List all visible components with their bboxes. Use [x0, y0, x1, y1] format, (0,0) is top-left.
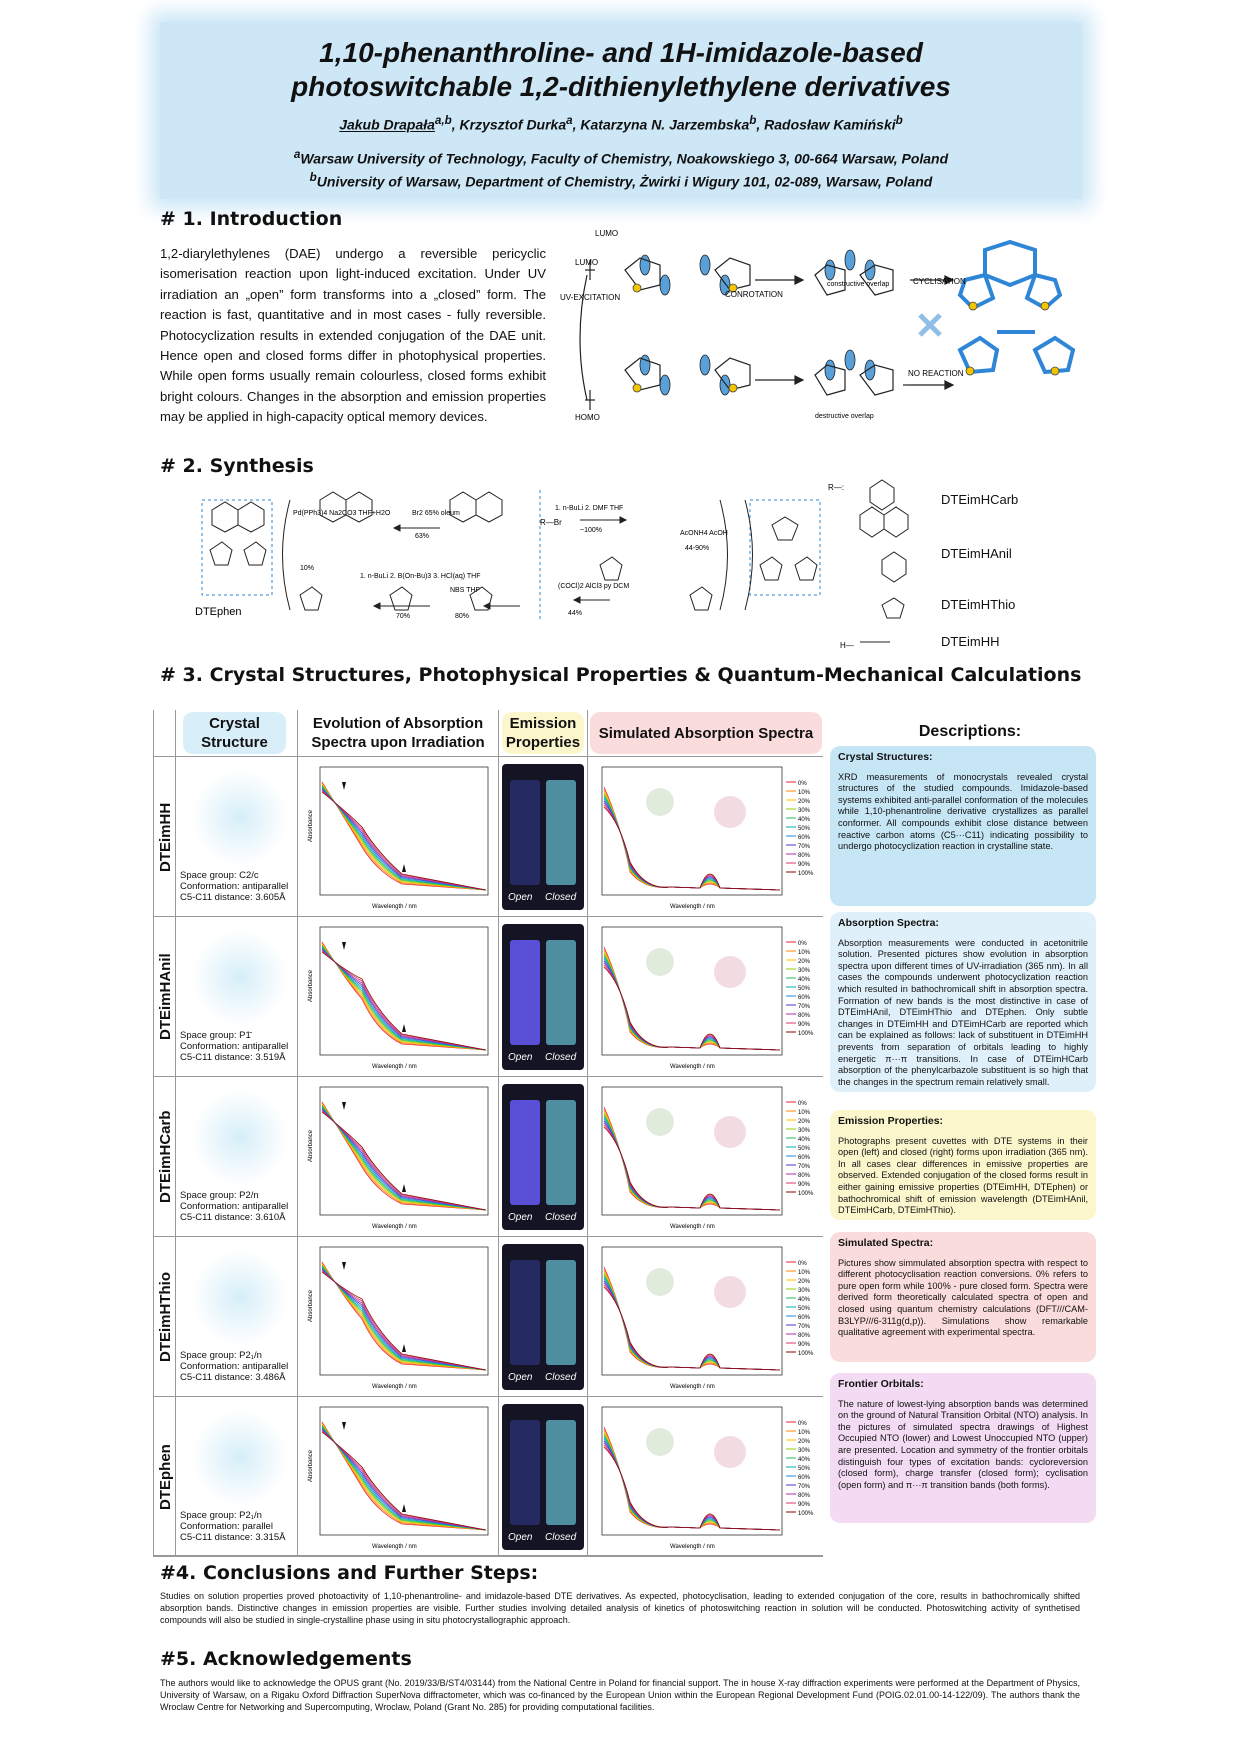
svg-text:LUMO: LUMO	[575, 258, 599, 267]
legend-entry: 60%	[798, 1475, 811, 1481]
crystal-structure-image	[190, 1090, 290, 1185]
legend-entry: 40%	[798, 1137, 811, 1143]
cuvette-open	[510, 1420, 540, 1525]
row-compound-name: DTEphen	[157, 1444, 174, 1510]
cond-bromination: Br2 65% oleum	[412, 510, 460, 517]
orbital-lobes	[640, 250, 875, 395]
open-label: Open	[508, 1212, 533, 1223]
legend-entry: 90%	[798, 1182, 811, 1188]
author-list: Jakub Drapała$^{a,b}$, Krzysztof Durka$^a$, Katarzyna N. Jarzembska$^b$, Radosław Kamiński$^b$	[339, 114, 903, 133]
legend-entry: 30%	[798, 1448, 811, 1454]
legend-entry: 30%	[798, 1288, 811, 1294]
desc-absorption: Absorption Spectra: Absorption measurements were conducted in acetonitrile solution. Presented pictures show evolution in absorption spectra upon different times of UV-irradiation (365 nm). In all cases the compounds underwent photocyclization reaction which resulted in bathochromicall shift in absorption spectra. Formation of new bands is the most distinctive in case of DTEimHAnil, DTEimHThio and DTEphen. Only subtle changes in DTEimHH and DTEimHCarb are reported which can be explained as follows: lack of substituent in DTEimHH prevents from separation of orbitals leading to highly energetic π···π transitions. In case of DTEimHCarb absorption of the phenylcarbazole substituent is so high that the changes in the spectrum remain relatively small.	[830, 912, 1096, 1092]
y-axis-label: Absorbance	[308, 969, 314, 1002]
absorption-evolution-plot	[302, 922, 492, 1072]
cond-nbs: NBS THF	[450, 587, 480, 594]
c5-c11-distance: C5-C11 distance: 3.315Å	[180, 1532, 286, 1543]
legend-entry: 10%	[798, 790, 811, 796]
conclusions-heading: #4. Conclusions and Further Steps:	[160, 1562, 539, 1584]
conformation: Conformation: antiparallel	[180, 881, 289, 892]
closed-form-product	[960, 242, 1060, 308]
r-br-label: R—Br	[540, 518, 562, 527]
x-axis-label: Wavelength / nm	[372, 904, 417, 910]
col-header-emission: Emission Properties	[502, 712, 584, 754]
legend-entry: 20%	[798, 1279, 811, 1285]
product-thio: DTEimHThio	[941, 597, 1016, 612]
c5-c11-distance: C5-C11 distance: 3.519Å	[180, 1052, 286, 1063]
decrease-arrow	[342, 1262, 346, 1270]
nto-orbital-picture	[714, 956, 746, 988]
legend-entry: 30%	[798, 968, 811, 974]
results-heading: # 3. Crystal Structures, Photophysical Properties & Quantum-Mechanical Calculations	[160, 664, 1082, 686]
legend-entry: 40%	[798, 817, 811, 823]
space-group: Space group: C2/c	[180, 870, 259, 881]
space-group: Space group: P2₁/n	[180, 1350, 262, 1361]
cyclisation-label: CYCLISATION	[913, 277, 966, 286]
simulated-spectra-plot	[590, 1082, 822, 1232]
legend-entry: 60%	[798, 835, 811, 841]
svg-text:~100%: ~100%	[580, 527, 602, 534]
legend-entry: 100%	[798, 871, 814, 877]
closed-label: Closed	[545, 892, 577, 903]
desc-frontier-orbitals: Frontier Orbitals: The nature of lowest-lying absorption bands was determined on the ground of Natural Transition Orbital (NTO) analysis. In the pictures of simulated spectra drawings of Highest Occupied NTO (lower) and Lowest Unoccupied NTO (upper) are presented. Location and symmetry of the frontier orbitals distinguish four types of excitation bands: cycloreversion (closed form), charge transfer (closed form); cyclisation (open form) and π···π transition bands (both forms).	[830, 1373, 1096, 1523]
legend-entry: 10%	[798, 1430, 811, 1436]
absorption-evolution-plot	[302, 1082, 492, 1232]
increase-arrow	[402, 1504, 406, 1512]
crystal-structure-image	[190, 930, 290, 1025]
c5-c11-distance: C5-C11 distance: 3.605Å	[180, 892, 286, 903]
legend-entry: 70%	[798, 1324, 811, 1330]
legend-entry: 0%	[798, 1261, 807, 1267]
legend-entry: 50%	[798, 1146, 811, 1152]
legend-entry: 0%	[798, 1101, 807, 1107]
absorption-evolution-plot	[302, 1242, 492, 1392]
x-axis-label: Wavelength / nm	[372, 1064, 417, 1070]
legend-entry: 10%	[798, 950, 811, 956]
conclusions-text: Studies on solution properties proved photoactivity of 1,10-phenantroline- and imidazole-based DTE derivatives. As expected, photocyclisation, leading to extended conjugation of the core, results in bathochromically shifted absorption bands. Distinctive changes in emission properties are visible. Further studies involving detailed analysis of kinetics of photoswitching reaction in solution will be conducted. Photoswitching activity of synthetised compounds will also be studied in single-crystalline phase using in situ photocrystallographic approach.	[160, 1591, 1080, 1625]
legend-entry: 100%	[798, 1191, 814, 1197]
intro-text: 1,2-diarylethylenes (DAE) undergo a reversible pericyclic isomerisation reaction upon light-induced excitation. Under UV irradiation an „open” form transforms into a „closed” form. The reaction is fast, quantitative and in most cases - fully reversible. Photocyclization results in extended conjugation of the DAE unit. Hence open and closed forms differ in photophysical properties. While open forms usually remain colourless, closed forms exhibit bright colours. Changes in the absorption and emission properties may be applied in high-capacity optical memory devices.	[160, 246, 546, 425]
space-group: Space group: P2₁/n	[180, 1510, 262, 1521]
absorption-evolution-plot	[302, 1402, 492, 1552]
sulfur-atoms	[633, 284, 1059, 392]
legend-entry: 20%	[798, 1439, 811, 1445]
legend-entry: 70%	[798, 1484, 811, 1490]
legend-entry: 0%	[798, 781, 807, 787]
row-compound-name: DTEimHCarb	[157, 1110, 174, 1204]
product-carb: DTEimHCarb	[941, 492, 1019, 507]
legend-entry: 80%	[798, 853, 811, 859]
cuvette-open	[510, 1100, 540, 1205]
r-group-structures	[860, 480, 908, 642]
x-axis-label: Wavelength / nm	[670, 1384, 715, 1390]
row-compound-name: DTEimHAnil	[157, 953, 174, 1041]
decrease-arrow	[342, 1422, 346, 1430]
legend-entry: 30%	[798, 808, 811, 814]
legend-entry: 100%	[798, 1031, 814, 1037]
legend-entry: 40%	[798, 977, 811, 983]
desc-crystal: Crystal Structures: XRD measurements of monocrystals revealed crystal structures of the studied compounds. Imidazole-based systems exhibited anti-parallel conformation of the molecules while 1,10-phenantroline derivative crystallizes as parallel conformer. All compounds exhibit close distance between reactive carbon atoms (C5···C11) indicating possibility to undergo photocyclization reaction in crystalline state.	[830, 746, 1096, 906]
cond-boronation: 1. n-BuLi 2. B(On-Bu)3 3. HCl(aq) THF	[360, 573, 481, 580]
col-header-crystal: Crystal Structure	[183, 712, 286, 754]
synthesis-scheme	[160, 470, 980, 660]
cuvette-closed	[546, 1260, 576, 1365]
cond-formylation: 1. n-BuLi 2. DMF THF	[555, 505, 624, 512]
legend-entry: 80%	[798, 1173, 811, 1179]
col-header-simulated: Simulated Absorption Spectra	[590, 712, 822, 754]
desc-emission: Emission Properties: Photographs present cuvettes with DTE systems in their open (left) and closed (right) forms upon irradiation (365 nm). In all cases clear differences in emissive properties are observed. Extended conjugation of the closed forms result in either gaining emissive properties (DTEimHH, DTEphen) or bathochromical shift of emission wavelength (DTEimHAnil, DTEimHCarb, DTEimHThio).	[830, 1110, 1096, 1220]
legend-entry: 80%	[798, 1333, 811, 1339]
space-group: Space group: P1̄	[180, 1030, 251, 1041]
row-divider	[153, 1556, 823, 1557]
cuvette-closed	[546, 780, 576, 885]
affiliations: $^a$Warsaw University of Technology, Faculty of Chemistry, Noakowskiego 3, 00-664 Warsaw, Poland $^b$University of Warsaw, Department of Chemistry, Żwirki i Wigury 101, 02-089, Warsaw, Poland	[293, 147, 949, 190]
cuvette-open	[510, 1260, 540, 1365]
legend-entry: 10%	[798, 1270, 811, 1276]
x-axis-label: Wavelength / nm	[372, 1224, 417, 1230]
legend-entry: 0%	[798, 1421, 807, 1427]
x-axis-label: Wavelength / nm	[670, 1224, 715, 1230]
increase-arrow	[402, 1184, 406, 1192]
legend-entry: 60%	[798, 1315, 811, 1321]
x-axis-label: Wavelength / nm	[372, 1544, 417, 1550]
legend-entry: 10%	[798, 1110, 811, 1116]
ack-heading: #5. Acknowledgements	[160, 1648, 412, 1670]
space-group: Space group: P2/n	[180, 1190, 259, 1201]
open-label: Open	[508, 892, 533, 903]
product-h: DTEimHH	[941, 634, 1000, 649]
affiliation-b: University of Warsaw, Department of Chemistry, Żwirki i Wigury 101, 02-089, Warsaw, Poland	[316, 173, 933, 190]
legend-entry: 70%	[798, 844, 811, 850]
svg-text:44%: 44%	[568, 610, 583, 617]
ack-text: The authors would like to acknowledge the OPUS grant (No. 2019/33/B/ST4/03144) from the National Centre in Poland for financial support. The in house X-ray diffraction experiments were performed at the Department of Physics, University of Warsaw, on a Rigaku Oxford Diffraction SuperNova diffractometer, which was co-financed by the European Union within the European Regional Development Fund (POIG.02.01.00-14-122/09). The authors thank the Wroclaw Centre for Networking and Supercomputing, Wroclaw, Poland (Grant No. 285) for providing computational facilities.	[160, 1678, 1080, 1712]
closed-label: Closed	[545, 1052, 577, 1063]
legend-entry: 60%	[798, 1155, 811, 1161]
open-label: Open	[508, 1052, 533, 1063]
legend-entry: 100%	[798, 1351, 814, 1357]
conformation: Conformation: antiparallel	[180, 1041, 289, 1052]
open-label: Open	[508, 1372, 533, 1383]
x-axis-label: Wavelength / nm	[670, 1064, 715, 1070]
crystal-structure-image	[190, 770, 290, 865]
conformation: Conformation: antiparallel	[180, 1361, 289, 1372]
legend-entry: 20%	[798, 799, 811, 805]
col-header-descriptions: Descriptions:	[918, 723, 1022, 740]
cuvette-closed	[546, 1100, 576, 1205]
noreaction-label: NO REACTION	[908, 369, 964, 378]
legend-entry: 90%	[798, 1022, 811, 1028]
y-axis-label: Absorbance	[308, 1449, 314, 1482]
cond-suzuki: Pd(PPh3)4 Na2CO3 THF+H2O	[293, 510, 391, 517]
decrease-arrow	[342, 782, 346, 790]
legend-entry: 70%	[798, 1164, 811, 1170]
increase-arrow	[402, 1344, 406, 1352]
legend-entry: 90%	[798, 1342, 811, 1348]
legend-entry: 50%	[798, 986, 811, 992]
row-divider	[153, 1396, 823, 1397]
y-axis-label: Absorbance	[308, 1289, 314, 1322]
nto-orbital-picture	[714, 1116, 746, 1148]
poster-title: 1,10-phenanthroline- and 1H-imidazole-based photoswitchable 1,2-dithienylethylene derivatives	[291, 37, 951, 102]
legend-entry: 50%	[798, 1306, 811, 1312]
legend-entry: 30%	[798, 1128, 811, 1134]
cuvette-closed	[546, 940, 576, 1045]
legend-entry: 90%	[798, 862, 811, 868]
row-divider	[153, 1236, 823, 1237]
decrease-arrow	[342, 1102, 346, 1110]
desc-simulated: Simulated Spectra: Pictures show simmulated absorption spectra with respect to different photocyclisation reaction conversions. 0% refers to pure open form while 100% - pure closed form. Spectra were derived form theoretically calculated spectra of open and closed using quantum chemistry calculations (DFT///CAM-B3LYP///6-311g(d,p)). Simulations show remarkable qualitative agreement with experimental spectra.	[830, 1232, 1096, 1362]
legend-entry: 20%	[798, 1119, 811, 1125]
conformation: Conformation: antiparallel	[180, 1201, 289, 1212]
legend-entry: 80%	[798, 1013, 811, 1019]
synthesis-heading: # 2. Synthesis	[160, 455, 314, 477]
simulated-spectra-plot	[590, 762, 822, 912]
row-compound-name: DTEimHH	[157, 802, 174, 872]
closed-label: Closed	[545, 1372, 577, 1383]
crystal-structure-image	[190, 1410, 290, 1505]
svg-text:80%: 80%	[455, 613, 470, 620]
x-axis-label: Wavelength / nm	[670, 1544, 715, 1550]
open-label: Open	[508, 1532, 533, 1543]
legend-entry: 90%	[798, 1502, 811, 1508]
nto-orbital-picture	[714, 1436, 746, 1468]
cuvette-open	[510, 780, 540, 885]
nto-orbital-picture	[646, 1108, 674, 1136]
crystal-structure-image	[190, 1250, 290, 1345]
lumo-label: LUMO	[595, 229, 619, 238]
forbidden-cross	[920, 315, 940, 335]
poster-header	[160, 22, 1082, 199]
x-axis-label: Wavelength / nm	[670, 904, 715, 910]
svg-text:63%: 63%	[415, 533, 430, 540]
increase-arrow	[402, 1024, 406, 1032]
r-group-label: R—:	[828, 483, 844, 492]
cond-cyclocondensation: AcONH4 AcOH	[680, 530, 728, 537]
h-label: H—	[840, 641, 854, 650]
legend-entry: 0%	[798, 941, 807, 947]
cuvette-open	[510, 940, 540, 1045]
x-axis-label: Wavelength / nm	[372, 1384, 417, 1390]
closed-label: Closed	[545, 1212, 577, 1223]
legend-entry: 40%	[798, 1457, 811, 1463]
nto-orbital-picture	[646, 1268, 674, 1296]
row-divider	[153, 916, 823, 917]
c5-c11-distance: C5-C11 distance: 3.486Å	[180, 1372, 286, 1383]
presenting-author: Jakub Drapała	[339, 116, 435, 133]
dtephen-label: DTEphen	[195, 606, 242, 618]
closed-label: Closed	[545, 1532, 577, 1543]
legend-entry: 100%	[798, 1511, 814, 1517]
legend-entry: 20%	[798, 959, 811, 965]
svg-text:10%: 10%	[300, 565, 315, 572]
affiliation-a: Warsaw University of Technology, Faculty of Chemistry, Noakowskiego 3, 00-664 Warsaw, Poland	[300, 150, 949, 167]
c5-c11-distance: C5-C11 distance: 3.610Å	[180, 1212, 286, 1223]
svg-text:44-90%: 44-90%	[685, 545, 710, 552]
product-anil: DTEimHAnil	[941, 546, 1012, 561]
conrotation-label: CONROTATION	[725, 290, 783, 299]
cond-acylation: (COCl)2 AlCl3 py DCM	[558, 583, 630, 590]
simulated-spectra-plot	[590, 922, 822, 1072]
open-form-product	[960, 332, 1073, 372]
legend-entry: 40%	[798, 1297, 811, 1303]
homo-label: HOMO	[575, 413, 600, 422]
legend-entry: 70%	[798, 1004, 811, 1010]
y-axis-label: Absorbance	[308, 809, 314, 842]
destructive-label: destructive overlap	[815, 413, 874, 420]
nto-orbital-picture	[714, 796, 746, 828]
constructive-label: constructive overlap	[827, 281, 890, 288]
uv-label: UV-EXCITATION	[560, 293, 621, 302]
photocyclization-scheme	[560, 229, 1100, 440]
legend-entry: 80%	[798, 1493, 811, 1499]
decrease-arrow	[342, 942, 346, 950]
cuvette-closed	[546, 1420, 576, 1525]
nto-orbital-picture	[646, 1428, 674, 1456]
intro-heading: # 1. Introduction	[160, 208, 343, 230]
svg-text:70%: 70%	[396, 613, 411, 620]
col-header-evolution: Evolution of Absorption Spectra upon Irradiation	[311, 715, 485, 751]
conformation: Conformation: parallel	[180, 1521, 273, 1532]
simulated-spectra-plot	[590, 1242, 822, 1392]
nto-orbital-picture	[646, 788, 674, 816]
legend-entry: 50%	[798, 1466, 811, 1472]
row-compound-name: DTEimHThio	[157, 1272, 174, 1362]
row-divider	[153, 1076, 823, 1077]
legend-entry: 50%	[798, 826, 811, 832]
nto-orbital-picture	[646, 948, 674, 976]
increase-arrow	[402, 864, 406, 872]
simulated-spectra-plot	[590, 1402, 822, 1552]
legend-entry: 60%	[798, 995, 811, 1001]
absorption-evolution-plot	[302, 762, 492, 912]
y-axis-label: Absorbance	[308, 1129, 314, 1162]
nto-orbital-picture	[714, 1276, 746, 1308]
